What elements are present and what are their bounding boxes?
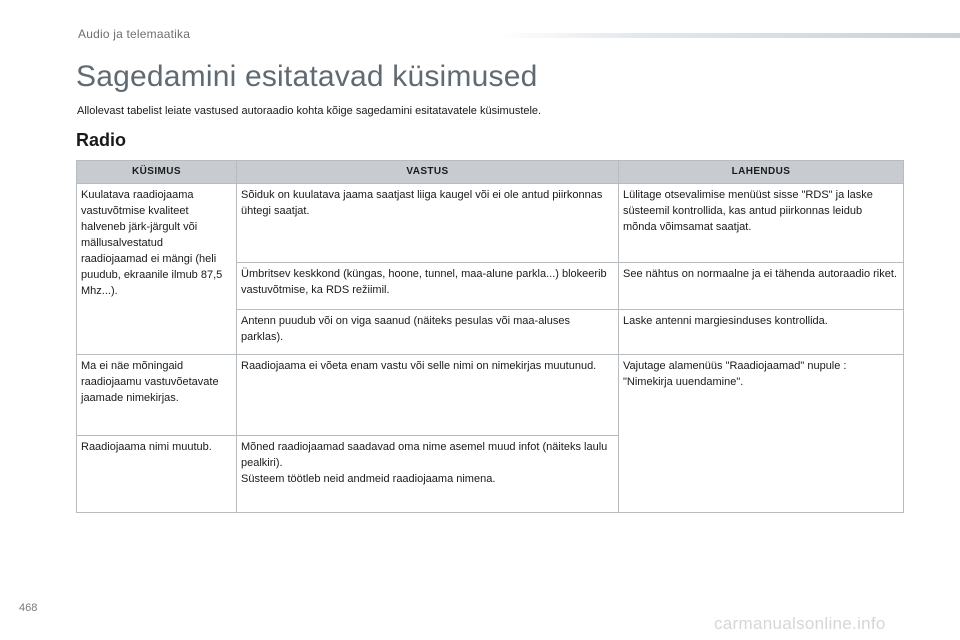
answer-cell: Antenn puudub või on viga saanud (näiteks pesulas või maa-aluses parklas). xyxy=(237,310,619,355)
faq-table xyxy=(76,160,904,513)
solution-cell: Lülitage otsevalimise menüüst sisse "RDS" ja laske süsteemil kontrollida, kas antud piirkonnas leidub mõnda võimsamat saatjat. xyxy=(619,184,904,263)
page-title: Sagedamini esitatavad küsimused xyxy=(76,60,538,93)
intro-text: Allolevast tabelist leiate vastused autoraadio kohta kõige sagedamini esitatavatele küsimustele. xyxy=(77,105,542,117)
question-cell: Kuulatava raadiojaama vastuvõtmise kvaliteet halveneb järk-järgult või mällusalvestatud raadiojaamad ei mängi (heli puudub, ekraanile ilmub 87,5 Mhz...). xyxy=(77,184,237,355)
solution-cell: Laske antenni margiesinduses kontrollida. xyxy=(619,310,904,355)
solution-cell: Vajutage alamenüüs "Raadiojaamad" nupule : "Nimekirja uuendamine". xyxy=(619,355,904,513)
column-header-answer: VASTUS xyxy=(237,161,619,184)
column-header-solution: LAHENDUS xyxy=(619,161,904,184)
answer-cell: Raadiojaama ei võeta enam vastu või selle nimi on nimekirjas muutunud. xyxy=(237,355,619,436)
section-label: Audio ja telemaatika xyxy=(78,27,191,41)
solution-cell: See nähtus on normaalne ja ei tähenda autoraadio riket. xyxy=(619,263,904,310)
table-header-row xyxy=(77,161,904,184)
question-cell: Ma ei näe mõningaid raadiojaamu vastuvõetavate jaamade nimekirjas. xyxy=(77,355,237,436)
header-rule xyxy=(498,33,960,38)
column-header-question: KÜSIMUS xyxy=(77,161,237,184)
page-number: 468 xyxy=(19,602,38,614)
table-row xyxy=(77,355,904,436)
answer-cell: Sõiduk on kuulatava jaama saatjast liiga kaugel või ei ole antud piirkonnas ühtegi saatjat. xyxy=(237,184,619,263)
table-row xyxy=(77,184,904,263)
question-cell: Raadiojaama nimi muutub. xyxy=(77,436,237,513)
answer-cell: Ümbritsev keskkond (küngas, hoone, tunnel, maa-alune parkla...) blokeerib vastuvõtmise, ka RDS režiimil. xyxy=(237,263,619,310)
section-heading-radio: Radio xyxy=(76,130,127,150)
answer-line: Mõned raadiojaamad saadavad oma nime asemel muud infot (näiteks laulu pealkiri). xyxy=(241,441,608,469)
answer-line: Süsteem töötleb neid andmeid raadiojaama nimena. xyxy=(241,473,496,485)
watermark: carmanualsonline.info xyxy=(714,614,886,633)
answer-cell xyxy=(237,436,619,513)
